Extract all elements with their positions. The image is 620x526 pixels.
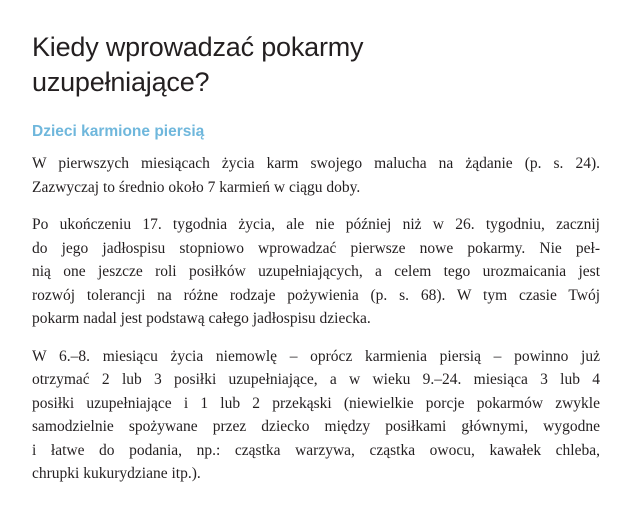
text-line: do jego jadłospisu stopniowo wprowadzać pierwsze nowe pokarmy. Nie peł- [32,239,600,257]
document-page [32,30,600,486]
text-line: otrzymać 2 lub 3 posiłki uzupełniające, a w wieku 9.–24. miesiąca 3 lub 4 [32,371,600,388]
section-heading: Dzieci karmione piersią [32,123,205,140]
text-line: Po ukończeniu 17. tygodnia życia, ale nie później niż w 26. tygodniu, zacznij [32,216,600,233]
text-line: W 6.–8. miesiącu życia niemowlę – oprócz karmienia piersią – powinno już [32,347,600,365]
title-line: uzupełniające? [32,67,210,97]
paragraph-2 [32,213,600,331]
paragraph-3 [32,345,600,486]
text-line: nią one jeszcze roli posiłków uzupełniających, a celem tego urozmaicania jest [32,263,600,280]
paragraph-1 [32,152,600,199]
text-line: chrupki kukurydziane itp.). [32,465,201,482]
text-line: pokarm nadal jest podstawą całego jadłospisu dziecka. [32,310,371,327]
page-title [32,30,600,100]
text-line: samodzielnie spożywane przez dziecko między posiłkami głównymi, wygodne [32,418,600,435]
title-line: Kiedy wprowadzać pokarmy [32,32,364,62]
text-line: posiłki uzupełniające i 1 lub 2 przekąski (niewielkie porcje pokarmów zwykle [32,394,600,412]
text-line: i łatwe do podania, np.: cząstka warzywa, cząstka owocu, kawałek chleba, [32,441,600,459]
text-line: W pierwszych miesiącach życia karm swojego malucha na żądanie (p. s. 24). [32,155,600,172]
text-line: Zazwyczaj to średnio około 7 karmień w ciągu doby. [32,178,361,196]
text-line: rozwój tolerancji na różne rodzaje pożywienia (p. s. 68). W tym czasie Twój [32,286,600,304]
